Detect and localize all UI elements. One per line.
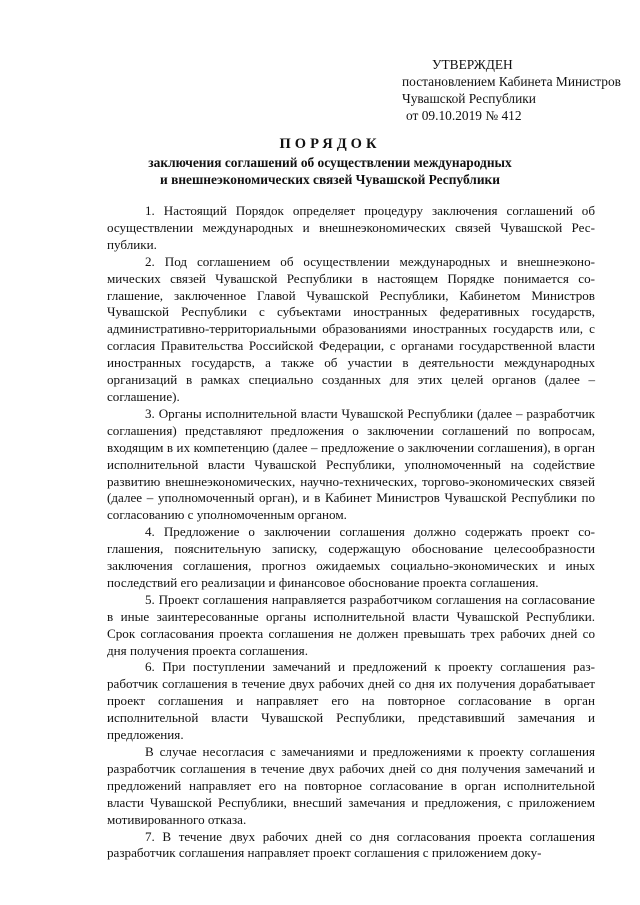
approval-stamp	[400, 56, 620, 124]
document-subtitle	[0, 154, 640, 188]
document-title: ПОРЯДОК	[279, 136, 381, 152]
document-subtitle-line-2: и внешнеэкономических связей Чувашской Республики	[160, 172, 500, 187]
paragraph-5: 5. Проект соглашения направляется разработчиком соглашения на согласование в иные заинтересованные органы исполнительной власти Чувашской Республики. Срок согласования проекта соглашения не должен превышать трех рабочих дней со дня получения проекта соглашения.	[107, 591, 595, 658]
paragraph-3: 3. Органы исполнительной власти Чувашской Республики (далее – разработчик соглашения) представляют предложения о заключении соглашений по вопросам, входящим в их компетенцию (далее – предложение о заключении соглашения), в орган исполнительной власти Чувашской Республики, уполномоченный на содействие развитию внешнеэкономических, научно-технических, торгово-экономических связей (далее – уполномоченный орган), и в Кабинет Министров Чувашской Республики по согласованию с уполномоченным органом.	[107, 405, 595, 523]
paragraph-6-continued: В случае несогласия с замечаниями и предложениями к проекту соглашения разработчик соглашения в течение двух рабочих дней со дня получения замечаний и предложений направляет его на повторное согласование в орган исполнительной власти Чувашской Республики, внесший замечания и предложения, с приложением мотивированного отказа.	[107, 744, 595, 827]
paragraph-2: 2. Под соглашением об осуществлении международных и внешнеэкономических связей Чувашской Республики в настоящем Порядке понимается соглашение, заключенное Главой Чувашской Республики, Кабинетом Министров Чувашской Республики с субъектами иностранных федеративных государств, административно-территориальными образованиями иностранных государств или, с согласия Правительства Российской Федерации, с органами государственной власти иностранных государств, а также об участии в деятельности международных организаций в рамках специально созданных для этих целей органов (далее – соглашение).	[107, 253, 595, 404]
document-body	[107, 203, 595, 862]
approval-title: УТВЕРЖДЕН	[432, 57, 513, 72]
paragraph-4: 4. Предложение о заключении соглашения должно содержать проект соглашения, пояснительную записку, содержащую обоснование целесообразности заключения соглашения, прогноз ожидаемых социально-экономических и иных последствий его реализации и финансовое обоснование проекта соглашения.	[107, 524, 595, 590]
paragraph-7: 7. В течение двух рабочих дней со дня согласования проекта соглашения разработчик соглашения направляет проект соглашения с приложением доку-	[107, 828, 595, 861]
approval-date-number: от 09.10.2019 № 412	[406, 108, 522, 123]
document-subtitle-line-1: заключения соглашений об осуществлении международных	[148, 155, 512, 170]
approval-republic: Чувашской Республики	[402, 91, 536, 106]
paragraph-6: 6. При поступлении замечаний и предложений к проекту соглашения разработчик соглашения в течение двух рабочих дней со дня их получения дорабатывает проект соглашения и направляет его на повторное согласование в орган исполнительной власти Чувашской Республики, представивший замечания и предложения.	[107, 659, 595, 743]
paragraph-1: 1. Настоящий Порядок определяет процедуру заключения соглашений об осуществлении международных и внешнеэкономических связей Чувашской Республики.	[107, 203, 595, 252]
approval-authority: постановлением Кабинета Министров	[402, 74, 621, 89]
